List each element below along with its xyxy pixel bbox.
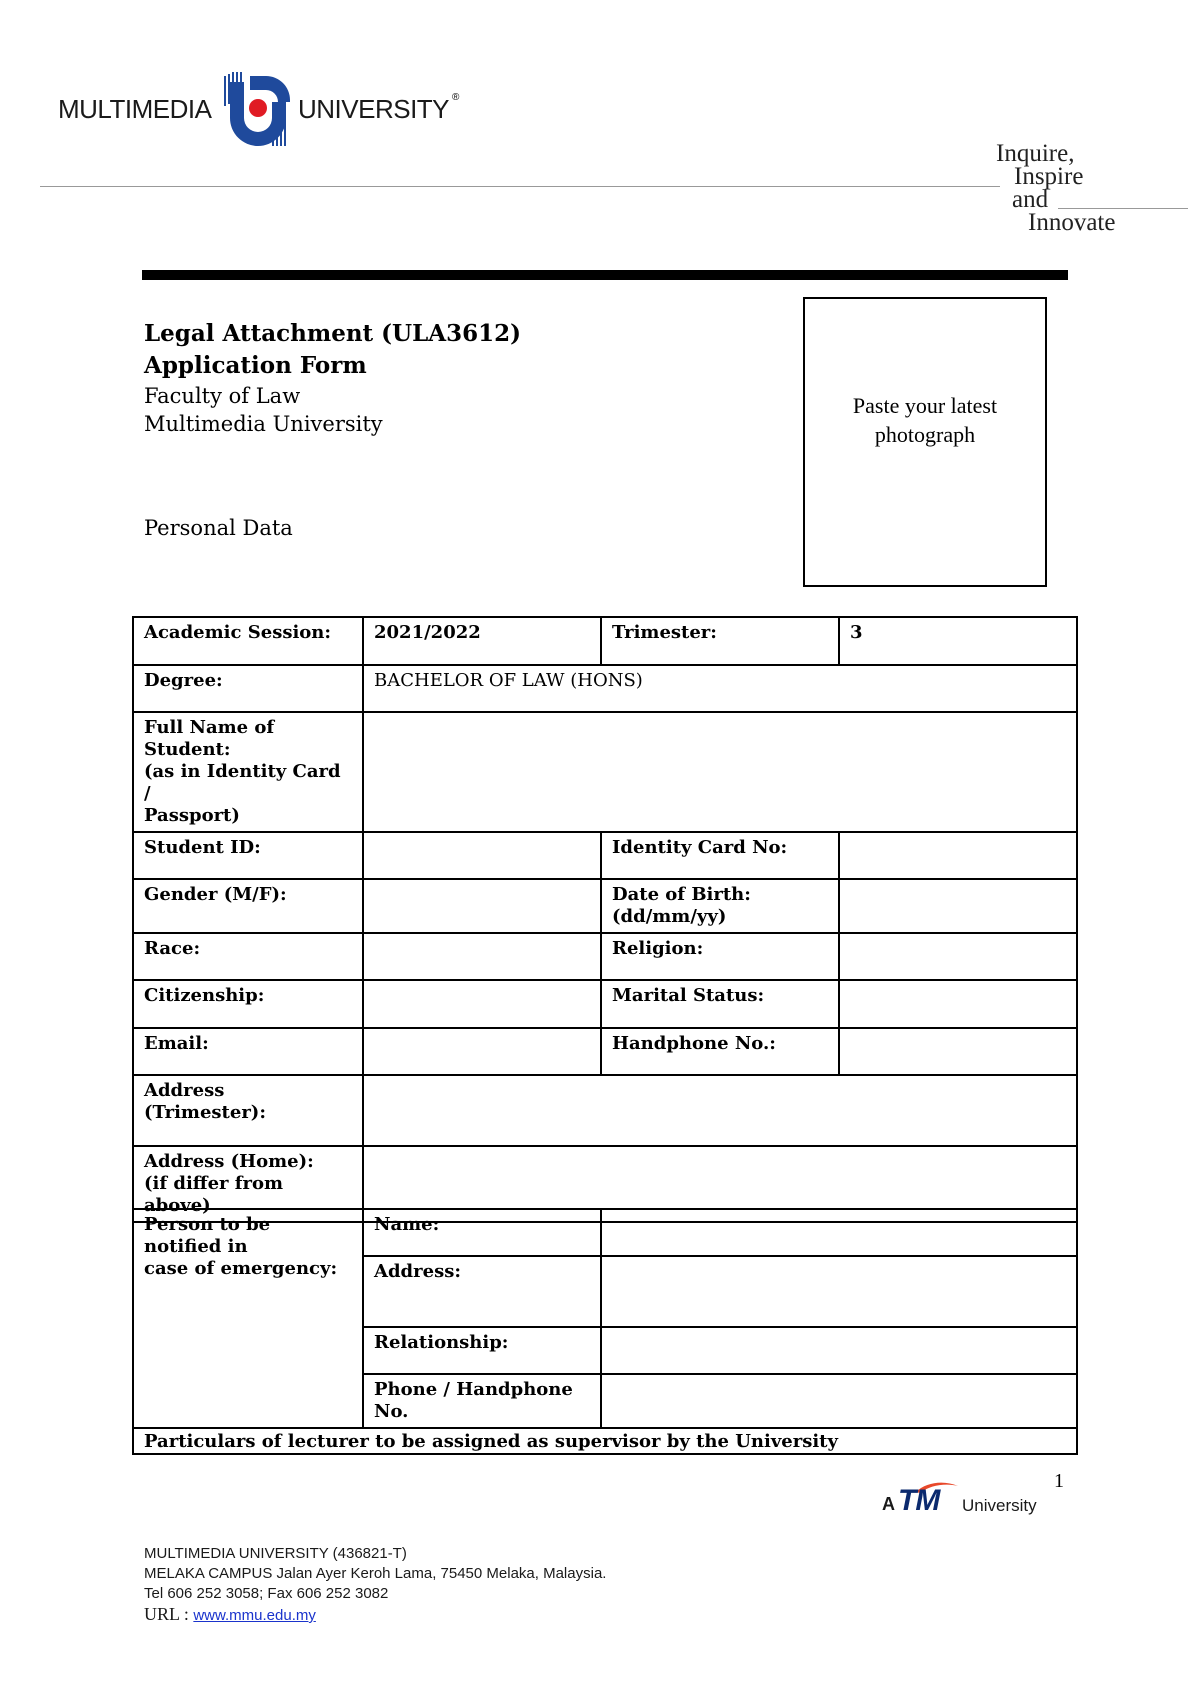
citizenship-field[interactable] [363,980,601,1028]
tm-university-logo [882,1480,1042,1520]
faculty-name: Faculty of Law [144,384,301,408]
gender-label: Gender (M/F): [133,879,363,933]
handphone-label: Handphone No.: [601,1028,839,1075]
label-line: (if differ from above) [144,1173,284,1216]
tagline-line: and [1012,186,1049,213]
tagline-line: Innovate [1028,209,1116,236]
logo-word-left: MULTIMEDIA [58,94,212,124]
citizenship-label: Citizenship: [133,980,363,1028]
handphone-field[interactable] [839,1028,1077,1075]
table-row [133,617,1077,665]
full-name-label [133,712,363,832]
label-line: Address (Home): [144,1151,314,1172]
full-name-field[interactable] [363,712,1077,832]
tagline-rule [1058,208,1188,209]
emergency-address-field[interactable] [601,1256,1077,1327]
address-trimester-field[interactable] [363,1075,1077,1146]
relationship-label: Relationship: [363,1327,601,1374]
label-line: Passport) [144,805,240,826]
religion-label: Religion: [601,933,839,980]
label-line: Date of Birth: [612,884,751,905]
photo-box[interactable] [803,297,1047,587]
dob-label [601,879,839,933]
ic-field[interactable] [839,832,1077,879]
emergency-contact-label [133,1209,363,1428]
emergency-name-label: Name: [363,1209,601,1256]
university-website-link[interactable]: www.mmu.edu.my [193,1607,316,1624]
title-divider [142,270,1068,280]
address-trimester-label: Address (Trimester): [133,1075,363,1146]
tm-logo-university: University [962,1496,1037,1515]
label-line: Person to be notified in [144,1214,271,1257]
trimester-value: 3 [839,617,1077,665]
tagline-line: Inspire [1014,163,1084,190]
emergency-name-field[interactable] [601,1209,1077,1256]
footer-address [144,1544,606,1626]
university-name: Multimedia University [144,412,383,436]
label-line: case of emergency: [144,1258,338,1279]
relationship-field[interactable] [601,1327,1077,1374]
tagline [996,142,1196,234]
student-id-field[interactable] [363,832,601,879]
section-heading-personal-data: Personal Data [144,516,293,540]
degree-label: Degree: [133,665,363,712]
emergency-phone-field[interactable] [601,1374,1077,1428]
footer-line: MULTIMEDIA UNIVERSITY (436821-T) [144,1545,407,1562]
table-row [133,665,1077,712]
registered-mark: ® [452,92,460,103]
footer-line: Tel 606 252 3058; Fax 606 252 3082 [144,1585,389,1602]
trimester-label: Trimester: [601,617,839,665]
form-subtitle: Application Form [144,352,367,379]
table-row [133,1428,1077,1454]
supervisor-heading: Particulars of lecturer to be assigned as supervisor by the University [133,1428,1077,1454]
page-number: 1 [1054,1470,1064,1492]
logo-word-right: UNIVERSITY [298,94,450,124]
university-logo [58,72,478,152]
religion-field[interactable] [839,933,1077,980]
table-row [133,1209,1077,1256]
emergency-address-label: Address: [363,1256,601,1327]
emergency-contact-table [132,1208,1078,1455]
photo-instructions [805,391,1045,449]
url-label: URL : [144,1604,194,1624]
label-line: (dd/mm/yy) [612,906,727,927]
academic-session-value: 2021/2022 [363,617,601,665]
table-row [133,832,1077,879]
form-title-block [144,318,521,438]
race-label: Race: [133,933,363,980]
academic-session-label: Academic Session: [133,617,363,665]
footer-url-row [144,1604,606,1626]
personal-data-table [132,616,1078,1223]
table-row [133,980,1077,1028]
emergency-phone-label: Phone / Handphone No. [363,1374,601,1428]
email-field[interactable] [363,1028,601,1075]
table-row [133,1028,1077,1075]
tm-logo-word: TM [898,1484,940,1517]
student-id-label: Student ID: [133,832,363,879]
photo-instructions-line: Paste your latest [852,393,998,418]
table-row [133,933,1077,980]
tm-logo-a: A [882,1494,895,1514]
label-line: (as in Identity Card / [144,761,341,804]
dob-field[interactable] [839,879,1077,933]
header-divider [40,186,1000,187]
photo-instructions-line: photograph [874,422,976,447]
marital-status-label: Marital Status: [601,980,839,1028]
table-row [133,712,1077,832]
tagline-line: Inquire, [996,140,1075,167]
gender-field[interactable] [363,879,601,933]
footer-line: MELAKA CAMPUS Jalan Ayer Keroh Lama, 75450 Melaka, Malaysia. [144,1565,607,1582]
email-label: Email: [133,1028,363,1075]
table-row [133,879,1077,933]
race-field[interactable] [363,933,601,980]
degree-value: BACHELOR OF LAW (HONS) [363,665,1077,712]
ic-label: Identity Card No: [601,832,839,879]
form-title: Legal Attachment (ULA3612) [144,320,522,347]
table-row [133,1075,1077,1146]
university-logo-mark-icon [220,72,296,148]
label-line: Full Name of Student: [144,717,275,760]
marital-status-field[interactable] [839,980,1077,1028]
